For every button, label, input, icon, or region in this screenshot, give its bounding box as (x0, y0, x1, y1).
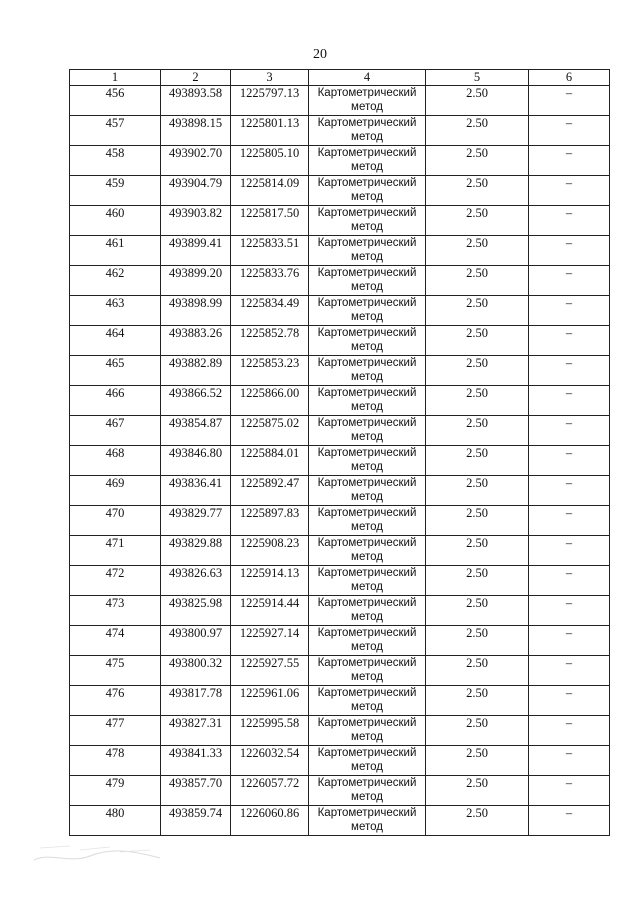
point-number-cell: 470 (70, 506, 161, 536)
method-line-2: метод (351, 371, 383, 383)
x-coordinate-cell: 493829.77 (161, 506, 231, 536)
point-number-cell: 460 (70, 206, 161, 236)
table-row (70, 476, 610, 506)
table-row (70, 626, 610, 656)
y-coordinate-cell: 1225801.13 (231, 116, 309, 146)
y-coordinate-cell: 1226057.72 (231, 776, 309, 806)
method-line-2: метод (351, 641, 383, 653)
method-line-1: Картометрический (317, 417, 417, 429)
faint-stamp-mark (30, 838, 170, 868)
method-cell (309, 536, 426, 566)
point-number-cell: 464 (70, 326, 161, 356)
note-cell: – (529, 86, 610, 116)
method-line-1: Картометрический (317, 687, 417, 699)
method-line-2: метод (351, 251, 383, 263)
method-cell (309, 236, 426, 266)
method-cell (309, 656, 426, 686)
method-line-2: метод (351, 791, 383, 803)
table-row (70, 716, 610, 746)
method-cell (309, 476, 426, 506)
note-cell: – (529, 326, 610, 356)
method-line-2: метод (351, 521, 383, 533)
y-coordinate-cell: 1225914.44 (231, 596, 309, 626)
point-number-cell: 480 (70, 806, 161, 836)
note-cell: – (529, 716, 610, 746)
y-coordinate-cell: 1226032.54 (231, 746, 309, 776)
accuracy-cell: 2.50 (426, 236, 529, 266)
table-row (70, 686, 610, 716)
x-coordinate-cell: 493825.98 (161, 596, 231, 626)
method-cell (309, 746, 426, 776)
method-line-2: метод (351, 551, 383, 563)
table-row (70, 356, 610, 386)
method-line-1: Картометрический (317, 237, 417, 249)
note-cell: – (529, 806, 610, 836)
table-row (70, 176, 610, 206)
accuracy-cell: 2.50 (426, 566, 529, 596)
method-line-2: метод (351, 581, 383, 593)
method-cell (309, 806, 426, 836)
method-line-1: Картометрический (317, 147, 417, 159)
note-cell: – (529, 356, 610, 386)
method-line-1: Картометрический (317, 747, 417, 759)
method-cell (309, 146, 426, 176)
method-line-2: метод (351, 491, 383, 503)
method-cell (309, 116, 426, 146)
point-number-cell: 457 (70, 116, 161, 146)
method-line-2: метод (351, 671, 383, 683)
column-header-3: 3 (231, 70, 309, 86)
accuracy-cell: 2.50 (426, 746, 529, 776)
y-coordinate-cell: 1225927.14 (231, 626, 309, 656)
table-row (70, 656, 610, 686)
point-number-cell: 476 (70, 686, 161, 716)
table-row (70, 416, 610, 446)
method-line-1: Картометрический (317, 87, 417, 99)
point-number-cell: 463 (70, 296, 161, 326)
y-coordinate-cell: 1225833.51 (231, 236, 309, 266)
point-number-cell: 473 (70, 596, 161, 626)
table-row (70, 236, 610, 266)
method-cell (309, 356, 426, 386)
x-coordinate-cell: 493800.97 (161, 626, 231, 656)
method-line-1: Картометрический (317, 447, 417, 459)
point-number-cell: 475 (70, 656, 161, 686)
x-coordinate-cell: 493826.63 (161, 566, 231, 596)
accuracy-cell: 2.50 (426, 686, 529, 716)
accuracy-cell: 2.50 (426, 416, 529, 446)
note-cell: – (529, 266, 610, 296)
page-number: 20 (313, 47, 327, 62)
y-coordinate-cell: 1225814.09 (231, 176, 309, 206)
method-cell (309, 386, 426, 416)
method-line-2: метод (351, 401, 383, 413)
note-cell: – (529, 626, 610, 656)
method-line-1: Картометрический (317, 207, 417, 219)
table-row (70, 806, 610, 836)
point-number-cell: 479 (70, 776, 161, 806)
point-number-cell: 474 (70, 626, 161, 656)
accuracy-cell: 2.50 (426, 146, 529, 176)
method-line-1: Картометрический (317, 267, 417, 279)
table-row (70, 566, 610, 596)
x-coordinate-cell: 493893.58 (161, 86, 231, 116)
point-number-cell: 459 (70, 176, 161, 206)
table-row (70, 146, 610, 176)
method-line-2: метод (351, 701, 383, 713)
method-cell (309, 596, 426, 626)
note-cell: – (529, 566, 610, 596)
point-number-cell: 468 (70, 446, 161, 476)
point-number-cell: 477 (70, 716, 161, 746)
y-coordinate-cell: 1225897.83 (231, 506, 309, 536)
method-cell (309, 566, 426, 596)
x-coordinate-cell: 493827.31 (161, 716, 231, 746)
method-cell (309, 626, 426, 656)
point-number-cell: 458 (70, 146, 161, 176)
y-coordinate-cell: 1225833.76 (231, 266, 309, 296)
table-row (70, 296, 610, 326)
table-row (70, 746, 610, 776)
y-coordinate-cell: 1225797.13 (231, 86, 309, 116)
point-number-cell: 478 (70, 746, 161, 776)
method-line-1: Картометрический (317, 117, 417, 129)
note-cell: – (529, 446, 610, 476)
x-coordinate-cell: 493841.33 (161, 746, 231, 776)
x-coordinate-cell: 493902.70 (161, 146, 231, 176)
method-cell (309, 416, 426, 446)
column-header-1: 1 (70, 70, 161, 86)
method-cell (309, 176, 426, 206)
y-coordinate-cell: 1226060.86 (231, 806, 309, 836)
y-coordinate-cell: 1225852.78 (231, 326, 309, 356)
table-header-row (70, 70, 610, 86)
coordinates-table (69, 69, 610, 836)
point-number-cell: 462 (70, 266, 161, 296)
table-row (70, 446, 610, 476)
note-cell: – (529, 506, 610, 536)
y-coordinate-cell: 1225995.58 (231, 716, 309, 746)
x-coordinate-cell: 493883.26 (161, 326, 231, 356)
table-row (70, 326, 610, 356)
method-cell (309, 506, 426, 536)
x-coordinate-cell: 493846.80 (161, 446, 231, 476)
method-cell (309, 296, 426, 326)
note-cell: – (529, 176, 610, 206)
method-line-2: метод (351, 761, 383, 773)
x-coordinate-cell: 493898.99 (161, 296, 231, 326)
y-coordinate-cell: 1225866.00 (231, 386, 309, 416)
y-coordinate-cell: 1225914.13 (231, 566, 309, 596)
accuracy-cell: 2.50 (426, 506, 529, 536)
note-cell: – (529, 656, 610, 686)
y-coordinate-cell: 1225817.50 (231, 206, 309, 236)
note-cell: – (529, 476, 610, 506)
accuracy-cell: 2.50 (426, 716, 529, 746)
y-coordinate-cell: 1225892.47 (231, 476, 309, 506)
table-row (70, 86, 610, 116)
table-row (70, 266, 610, 296)
accuracy-cell: 2.50 (426, 176, 529, 206)
accuracy-cell: 2.50 (426, 206, 529, 236)
point-number-cell: 472 (70, 566, 161, 596)
method-cell (309, 716, 426, 746)
point-number-cell: 466 (70, 386, 161, 416)
x-coordinate-cell: 493866.52 (161, 386, 231, 416)
note-cell: – (529, 416, 610, 446)
x-coordinate-cell: 493854.87 (161, 416, 231, 446)
table-row (70, 776, 610, 806)
accuracy-cell: 2.50 (426, 386, 529, 416)
point-number-cell: 456 (70, 86, 161, 116)
x-coordinate-cell: 493857.70 (161, 776, 231, 806)
note-cell: – (529, 686, 610, 716)
accuracy-cell: 2.50 (426, 656, 529, 686)
method-cell (309, 86, 426, 116)
note-cell: – (529, 536, 610, 566)
method-line-1: Картометрический (317, 387, 417, 399)
method-cell (309, 206, 426, 236)
accuracy-cell: 2.50 (426, 596, 529, 626)
y-coordinate-cell: 1225834.49 (231, 296, 309, 326)
table-row (70, 206, 610, 236)
method-cell (309, 446, 426, 476)
method-line-2: метод (351, 461, 383, 473)
method-line-2: метод (351, 821, 383, 833)
table-row (70, 506, 610, 536)
method-cell (309, 326, 426, 356)
method-cell (309, 266, 426, 296)
method-line-1: Картометрический (317, 657, 417, 669)
method-line-1: Картометрический (317, 507, 417, 519)
method-line-1: Картометрический (317, 357, 417, 369)
point-number-cell: 465 (70, 356, 161, 386)
x-coordinate-cell: 493829.88 (161, 536, 231, 566)
note-cell: – (529, 146, 610, 176)
x-coordinate-cell: 493817.78 (161, 686, 231, 716)
y-coordinate-cell: 1225805.10 (231, 146, 309, 176)
method-line-1: Картометрический (317, 597, 417, 609)
method-line-2: метод (351, 431, 383, 443)
point-number-cell: 469 (70, 476, 161, 506)
accuracy-cell: 2.50 (426, 86, 529, 116)
x-coordinate-cell: 493800.32 (161, 656, 231, 686)
x-coordinate-cell: 493836.41 (161, 476, 231, 506)
accuracy-cell: 2.50 (426, 806, 529, 836)
note-cell: – (529, 116, 610, 146)
method-cell (309, 776, 426, 806)
method-cell (309, 686, 426, 716)
method-line-2: метод (351, 161, 383, 173)
table-row (70, 536, 610, 566)
method-line-1: Картометрический (317, 327, 417, 339)
accuracy-cell: 2.50 (426, 446, 529, 476)
note-cell: – (529, 236, 610, 266)
method-line-1: Картометрический (317, 807, 417, 819)
point-number-cell: 467 (70, 416, 161, 446)
accuracy-cell: 2.50 (426, 626, 529, 656)
method-line-2: метод (351, 311, 383, 323)
table-body (70, 86, 610, 836)
method-line-1: Картометрический (317, 177, 417, 189)
note-cell: – (529, 596, 610, 626)
accuracy-cell: 2.50 (426, 266, 529, 296)
note-cell: – (529, 386, 610, 416)
y-coordinate-cell: 1225875.02 (231, 416, 309, 446)
column-header-5: 5 (426, 70, 529, 86)
x-coordinate-cell: 493899.20 (161, 266, 231, 296)
method-line-1: Картометрический (317, 297, 417, 309)
y-coordinate-cell: 1225961.06 (231, 686, 309, 716)
method-line-2: метод (351, 101, 383, 113)
x-coordinate-cell: 493859.74 (161, 806, 231, 836)
column-header-4: 4 (309, 70, 426, 86)
method-line-2: метод (351, 221, 383, 233)
x-coordinate-cell: 493898.15 (161, 116, 231, 146)
accuracy-cell: 2.50 (426, 356, 529, 386)
x-coordinate-cell: 493903.82 (161, 206, 231, 236)
accuracy-cell: 2.50 (426, 476, 529, 506)
y-coordinate-cell: 1225884.01 (231, 446, 309, 476)
column-header-2: 2 (161, 70, 231, 86)
x-coordinate-cell: 493882.89 (161, 356, 231, 386)
method-line-1: Картометрический (317, 537, 417, 549)
method-line-1: Картометрический (317, 717, 417, 729)
method-line-2: метод (351, 611, 383, 623)
method-line-1: Картометрический (317, 627, 417, 639)
method-line-2: метод (351, 131, 383, 143)
method-line-1: Картометрический (317, 567, 417, 579)
method-line-1: Картометрический (317, 477, 417, 489)
accuracy-cell: 2.50 (426, 776, 529, 806)
method-line-2: метод (351, 191, 383, 203)
table-row (70, 116, 610, 146)
y-coordinate-cell: 1225853.23 (231, 356, 309, 386)
table-row (70, 596, 610, 626)
note-cell: – (529, 296, 610, 326)
method-line-2: метод (351, 341, 383, 353)
method-line-1: Картометрический (317, 777, 417, 789)
point-number-cell: 471 (70, 536, 161, 566)
method-line-2: метод (351, 281, 383, 293)
accuracy-cell: 2.50 (426, 536, 529, 566)
note-cell: – (529, 776, 610, 806)
accuracy-cell: 2.50 (426, 326, 529, 356)
point-number-cell: 461 (70, 236, 161, 266)
method-line-2: метод (351, 731, 383, 743)
accuracy-cell: 2.50 (426, 296, 529, 326)
table-row (70, 386, 610, 416)
accuracy-cell: 2.50 (426, 116, 529, 146)
column-header-6: 6 (529, 70, 610, 86)
x-coordinate-cell: 493904.79 (161, 176, 231, 206)
x-coordinate-cell: 493899.41 (161, 236, 231, 266)
note-cell: – (529, 206, 610, 236)
y-coordinate-cell: 1225908.23 (231, 536, 309, 566)
y-coordinate-cell: 1225927.55 (231, 656, 309, 686)
note-cell: – (529, 746, 610, 776)
